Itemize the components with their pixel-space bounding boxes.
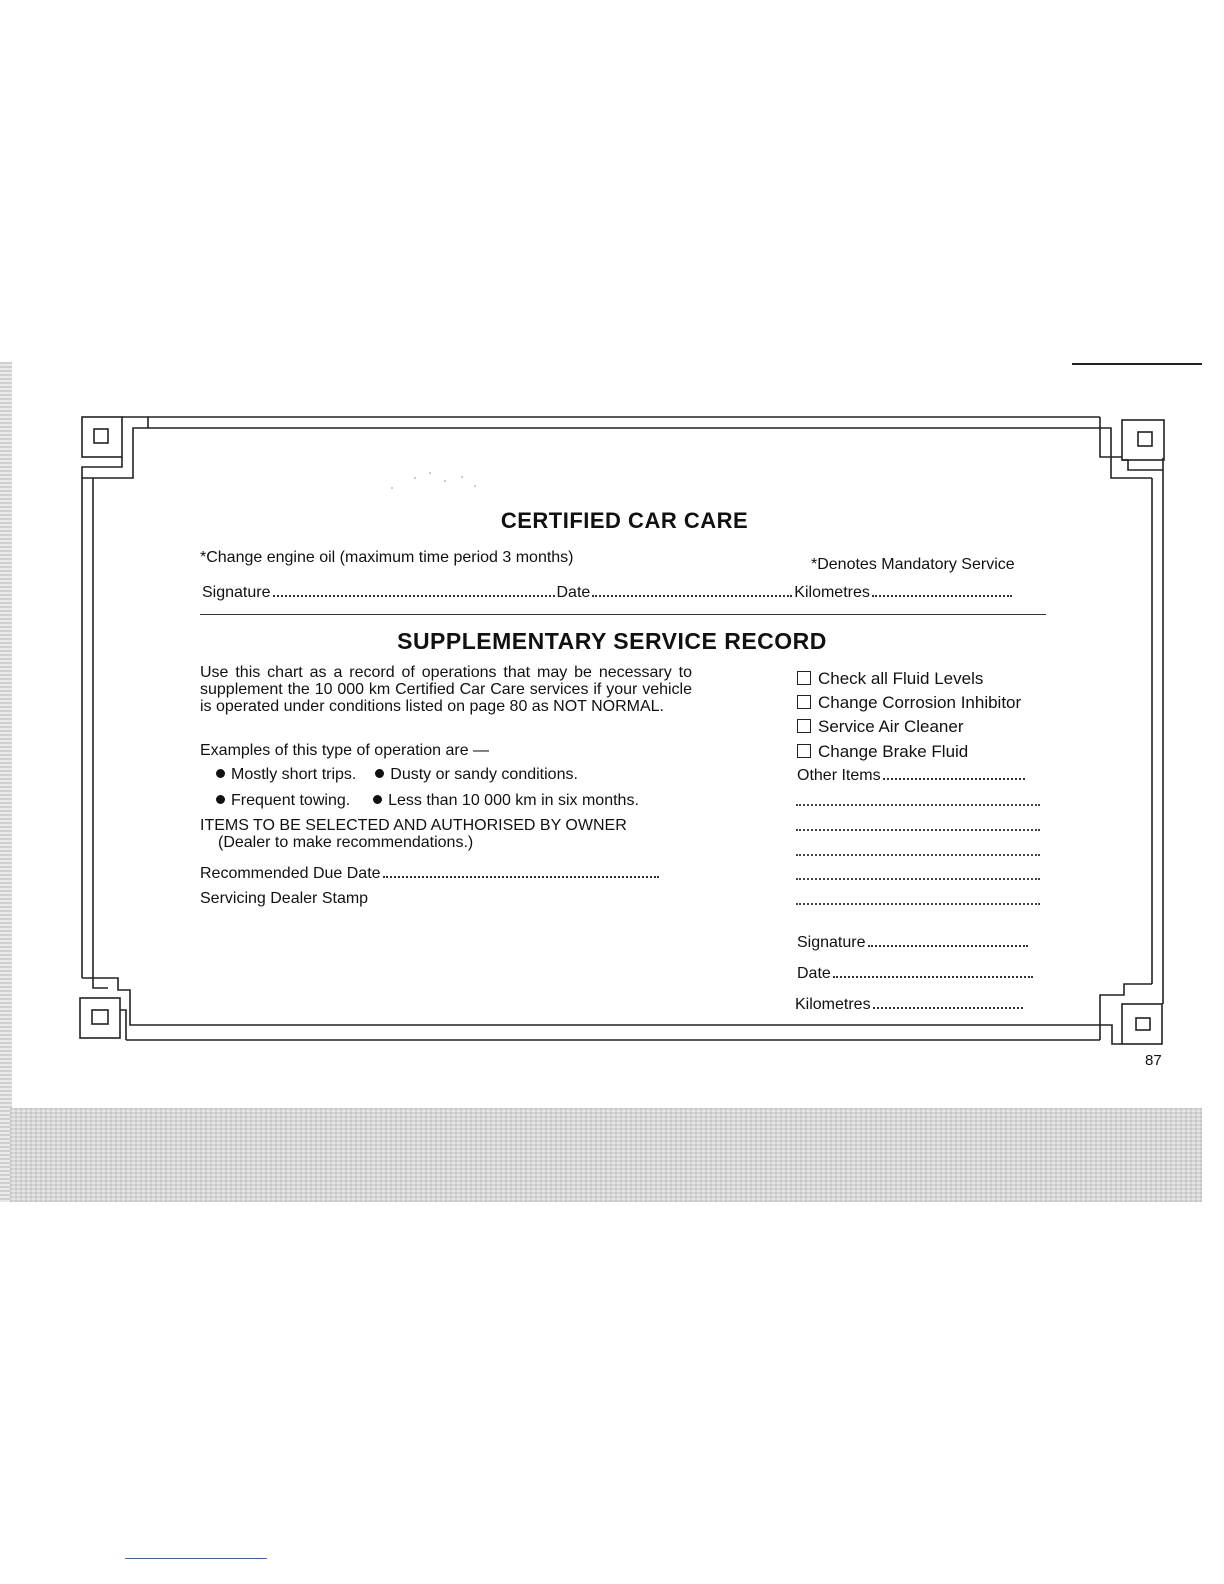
other-items-label: Other Items [797, 767, 881, 784]
checklist-item-air-cleaner[interactable] [797, 717, 964, 737]
examples-label: Examples of this type of operation are — [200, 742, 490, 759]
other-items-row [797, 766, 1027, 785]
due-date-label: Recommended Due Date [200, 865, 381, 882]
supplementary-record-title: SUPPLEMENTARY SERVICE RECORD [397, 628, 827, 654]
bullet-icon [216, 795, 225, 804]
other-items-line[interactable] [796, 854, 1040, 856]
example-item: Mostly short trips. [231, 766, 357, 783]
supplementary-intro-paragraph: Use this chart as a record of operations that may be necessary to supplement the 10 000 km Certified Car Care services if your vehicle is operated under conditions listed on page 80 as NOT NORMAL. [200, 664, 692, 715]
supplementary-date-row [797, 964, 1035, 983]
example-item: Frequent towing. [231, 792, 351, 809]
certified-signature-field[interactable] [273, 583, 555, 597]
certified-signature-label: Signature [202, 584, 271, 601]
supplementary-date-field[interactable] [833, 964, 1033, 978]
supplementary-kilometres-row [795, 995, 1025, 1014]
example-item: Less than 10 000 km in six months. [388, 792, 639, 809]
section-divider [200, 614, 1046, 615]
checklist-item-brake-fluid[interactable] [797, 742, 968, 762]
bullet-icon [375, 769, 384, 778]
checklist-item-fluid-levels[interactable] [797, 669, 983, 689]
checklist-label: Change Corrosion Inhibitor [818, 693, 1022, 712]
mandatory-service-note: *Denotes Mandatory Service [811, 556, 1015, 573]
other-items-line[interactable] [796, 829, 1040, 831]
checklist-label: Change Brake Fluid [818, 742, 969, 761]
oil-change-note: *Change engine oil (maximum time period 3 months) [200, 549, 574, 566]
bullet-icon [373, 795, 382, 804]
dealer-recommendations-note: (Dealer to make recommendations.) [218, 834, 474, 851]
examples-row-1 [216, 766, 578, 784]
supplementary-date-label: Date [797, 965, 831, 982]
dealer-stamp-label: Servicing Dealer Stamp [200, 890, 369, 907]
due-date-row [200, 864, 661, 883]
certified-car-care-title: CERTIFIED CAR CARE [500, 508, 749, 533]
other-items-line[interactable] [796, 878, 1040, 880]
examples-row-2 [216, 792, 639, 810]
footer-rule [125, 1558, 267, 1559]
other-items-field[interactable] [883, 766, 1025, 780]
certified-date-field[interactable] [592, 583, 792, 597]
other-items-line[interactable] [796, 804, 1040, 806]
supplementary-signature-label: Signature [797, 934, 866, 951]
supplementary-signature-row [797, 933, 1030, 952]
certified-kilometres-label: Kilometres [794, 584, 870, 601]
checklist-item-corrosion-inhibitor[interactable] [797, 693, 1021, 713]
certified-date-label: Date [556, 584, 591, 601]
checkbox[interactable] [797, 719, 811, 733]
example-item: Dusty or sandy conditions. [390, 766, 578, 783]
supplementary-signature-field[interactable] [868, 933, 1028, 947]
checkbox[interactable] [797, 671, 811, 685]
checkbox[interactable] [797, 744, 811, 758]
supplementary-kilometres-field[interactable] [873, 995, 1023, 1009]
checkbox[interactable] [797, 695, 811, 709]
items-authorised-heading: ITEMS TO BE SELECTED AND AUTHORISED BY OWNER [200, 817, 627, 834]
scan-shadow-band [10, 1108, 1202, 1202]
certified-kilometres-field[interactable] [872, 583, 1012, 597]
page-number: 87 [1145, 1052, 1162, 1069]
supplementary-kilometres-label: Kilometres [795, 996, 871, 1013]
certified-signature-row [202, 583, 1014, 602]
bullet-icon [216, 769, 225, 778]
due-date-field[interactable] [383, 864, 659, 878]
checklist-label: Check all Fluid Levels [818, 669, 984, 688]
other-items-line[interactable] [796, 903, 1040, 905]
checklist-label: Service Air Cleaner [818, 717, 964, 736]
